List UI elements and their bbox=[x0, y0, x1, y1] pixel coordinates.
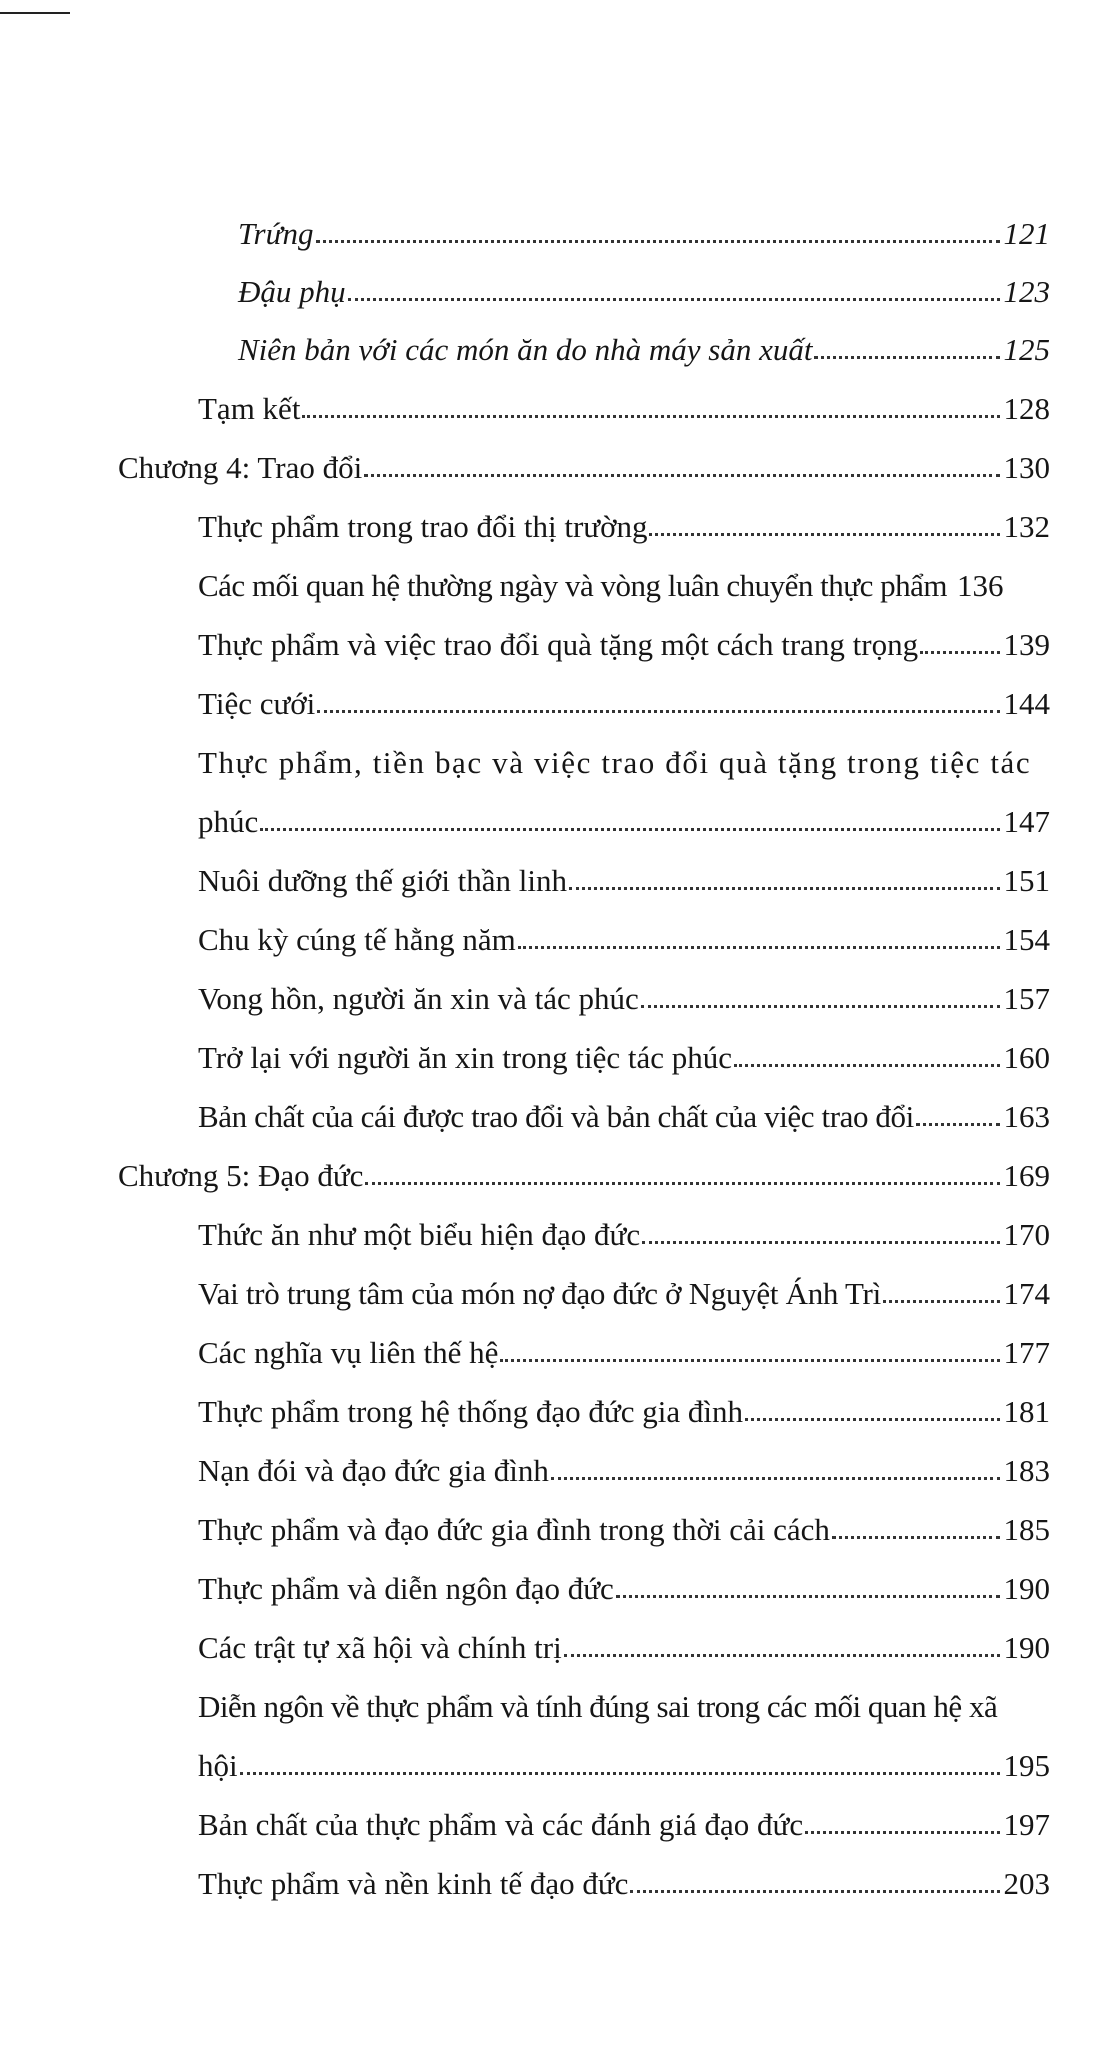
leader-dots bbox=[805, 1831, 999, 1834]
leader-dots bbox=[649, 533, 999, 536]
toc-entry-title: Thực phẩm trong hệ thống đạo đức gia đình bbox=[198, 1393, 743, 1429]
toc-entry-title: Các trật tự xã hội và chính trị bbox=[198, 1629, 562, 1665]
toc-entry-title: Bản chất của cái được trao đổi và bản chất của việc trao đổi bbox=[198, 1098, 914, 1134]
toc-entry[interactable] bbox=[198, 1433, 1050, 1489]
toc-entry[interactable] bbox=[198, 607, 1050, 663]
toc-entry-title: Trứng bbox=[238, 215, 314, 251]
leader-dots bbox=[551, 1477, 1000, 1480]
leader-dots bbox=[734, 1064, 999, 1067]
toc-entry-page: 170 bbox=[1003, 1216, 1050, 1252]
toc-chapter-entry[interactable] bbox=[118, 430, 1050, 486]
toc-entry-title: Nạn đói và đạo đức gia đình bbox=[198, 1452, 549, 1488]
toc-entry-wrapped-line[interactable] bbox=[198, 725, 1050, 781]
toc-entry-page: 128 bbox=[1003, 390, 1050, 426]
toc-entry-title: Chương 4: Trao đổi bbox=[118, 449, 363, 485]
toc-entry-title: Trở lại với người ăn xin trong tiệc tác phúc bbox=[198, 1039, 733, 1075]
toc-entry-page: 203 bbox=[1003, 1865, 1050, 1901]
toc-entry[interactable] bbox=[198, 1787, 1050, 1843]
toc-entry-title: Thực phẩm và nền kinh tế đạo đức bbox=[198, 1865, 629, 1901]
toc-entry-title: Thực phẩm và đạo đức gia đình trong thời cải cách bbox=[198, 1511, 830, 1547]
toc-entry[interactable] bbox=[198, 1551, 1050, 1607]
toc-entry-title: Các nghĩa vụ liên thế hệ bbox=[198, 1334, 499, 1370]
toc-entry-page: 183 bbox=[1003, 1452, 1050, 1488]
toc-entry-title: hội bbox=[198, 1747, 238, 1783]
leader-dots bbox=[302, 415, 999, 418]
toc-entry-title: Vong hồn, người ăn xin và tác phúc bbox=[198, 980, 639, 1016]
toc-entry-page: 195 bbox=[1003, 1747, 1050, 1783]
leader-dots bbox=[518, 946, 1000, 949]
leader-dots bbox=[814, 356, 999, 359]
toc-entry[interactable] bbox=[198, 961, 1050, 1017]
leader-dots bbox=[365, 1182, 999, 1185]
toc-entry-page: 181 bbox=[1003, 1393, 1050, 1429]
leader-dots bbox=[317, 710, 999, 713]
leader-dots bbox=[642, 1241, 999, 1244]
toc-entry-title: Thực phẩm, tiền bạc và việc trao đổi quà tặng trong tiệc tác bbox=[198, 744, 1032, 780]
toc-entry[interactable] bbox=[198, 1079, 1050, 1135]
toc-entry-page: 136 bbox=[956, 567, 1004, 603]
leader-dots bbox=[260, 828, 999, 831]
toc-entry-page: 157 bbox=[1003, 980, 1050, 1016]
toc-entry-page: 130 bbox=[1003, 449, 1050, 485]
toc-entry-page: 160 bbox=[1003, 1039, 1050, 1075]
leader-dots bbox=[240, 1772, 1000, 1775]
toc-entry-title: Thực phẩm trong trao đổi thị trường bbox=[198, 508, 648, 544]
toc-entry[interactable] bbox=[238, 196, 1050, 252]
toc-entry-page: 139 bbox=[1003, 626, 1050, 662]
toc-entry-page: 190 bbox=[1003, 1629, 1050, 1665]
toc-entry-title: Thực phẩm và diễn ngôn đạo đức bbox=[198, 1570, 614, 1606]
toc-entry-page: 169 bbox=[1003, 1157, 1050, 1193]
toc-entry-title: Chương 5: Đạo đức bbox=[118, 1157, 364, 1193]
leader-dots bbox=[500, 1359, 999, 1362]
toc-entry-page: 144 bbox=[1003, 685, 1050, 721]
leader-dots bbox=[832, 1536, 1000, 1539]
toc-entry[interactable] bbox=[198, 371, 1050, 427]
toc-entry-page: 123 bbox=[1003, 273, 1050, 309]
leader-dots bbox=[745, 1418, 1000, 1421]
toc-entry-page: 197 bbox=[1003, 1806, 1050, 1842]
toc-entry[interactable] bbox=[198, 489, 1050, 545]
toc-entry-title: Thực phẩm và việc trao đổi quà tặng một cách trang trọng bbox=[198, 626, 919, 662]
leader-dots bbox=[564, 1654, 1000, 1657]
leader-dots bbox=[316, 240, 1000, 243]
toc-entry-title: Đậu phụ bbox=[238, 273, 346, 309]
toc-entry-page: 177 bbox=[1003, 1334, 1050, 1370]
toc-entry[interactable] bbox=[198, 902, 1050, 958]
toc-entry-page: 121 bbox=[1003, 215, 1050, 251]
toc-entry[interactable] bbox=[198, 1492, 1050, 1548]
toc-entry-wrapped-line[interactable] bbox=[198, 1669, 1050, 1725]
toc-entry-title: Tiệc cưới bbox=[198, 685, 316, 721]
toc-entry-page: 125 bbox=[1003, 331, 1050, 367]
toc-entry-title: phúc bbox=[198, 803, 259, 839]
toc-entry[interactable] bbox=[198, 1728, 1050, 1784]
toc-entry-page: 147 bbox=[1003, 803, 1050, 839]
toc-entry[interactable] bbox=[198, 548, 1050, 604]
toc-entry-title: Tạm kết bbox=[198, 390, 301, 426]
toc-entry-page: 154 bbox=[1003, 921, 1050, 957]
toc-entry-page: 151 bbox=[1003, 862, 1050, 898]
toc-entry[interactable] bbox=[198, 1315, 1050, 1371]
leader-dots bbox=[616, 1595, 1000, 1598]
toc-entry[interactable] bbox=[198, 1197, 1050, 1253]
toc-entry-page: 190 bbox=[1003, 1570, 1050, 1606]
toc-entry[interactable] bbox=[198, 1256, 1050, 1312]
toc-entry[interactable] bbox=[198, 1610, 1050, 1666]
toc-entry-page: 163 bbox=[1003, 1098, 1050, 1134]
toc-entry[interactable] bbox=[198, 784, 1050, 840]
toc-entry-page: 174 bbox=[1003, 1275, 1050, 1311]
leader-dots bbox=[348, 298, 1000, 301]
leader-dots bbox=[883, 1300, 1000, 1303]
toc-entry-title: Bản chất của thực phẩm và các đánh giá đạo đức bbox=[198, 1806, 804, 1842]
leader-dots bbox=[630, 1890, 999, 1893]
toc-entry[interactable] bbox=[238, 254, 1050, 310]
toc-entry-title: Diễn ngôn về thực phẩm và tính đúng sai trong các mối quan hệ xã bbox=[198, 1688, 998, 1724]
toc-entry[interactable] bbox=[198, 1846, 1050, 1902]
toc-chapter-entry[interactable] bbox=[118, 1138, 1050, 1194]
toc-entry[interactable] bbox=[198, 1374, 1050, 1430]
toc-entry[interactable] bbox=[198, 843, 1050, 899]
leader-dots bbox=[641, 1005, 1000, 1008]
toc-entry-title: Thức ăn như một biểu hiện đạo đức bbox=[198, 1216, 641, 1252]
leader-dots bbox=[364, 474, 999, 477]
toc-entry-title: Các mối quan hệ thường ngày và vòng luân chuyển thực phẩm bbox=[198, 567, 947, 603]
toc-entry[interactable] bbox=[198, 1020, 1050, 1076]
leader-dots bbox=[916, 1123, 1000, 1126]
toc-entry-title: Niên bản với các món ăn do nhà máy sản xuất bbox=[238, 331, 813, 367]
toc-entry-title: Nuôi dưỡng thế giới thần linh bbox=[198, 862, 568, 898]
leader-dots bbox=[569, 887, 999, 890]
toc-entry-title: Chu kỳ cúng tế hằng năm bbox=[198, 921, 516, 957]
leader-dots bbox=[920, 651, 999, 654]
toc-entry-page: 132 bbox=[1003, 508, 1050, 544]
toc-entry-title: Vai trò trung tâm của món nợ đạo đức ở Nguyệt Ánh Trì bbox=[198, 1275, 881, 1311]
toc-entry[interactable] bbox=[198, 666, 1050, 722]
toc-entry[interactable] bbox=[238, 312, 1050, 368]
toc-entry-page: 185 bbox=[1003, 1511, 1050, 1547]
